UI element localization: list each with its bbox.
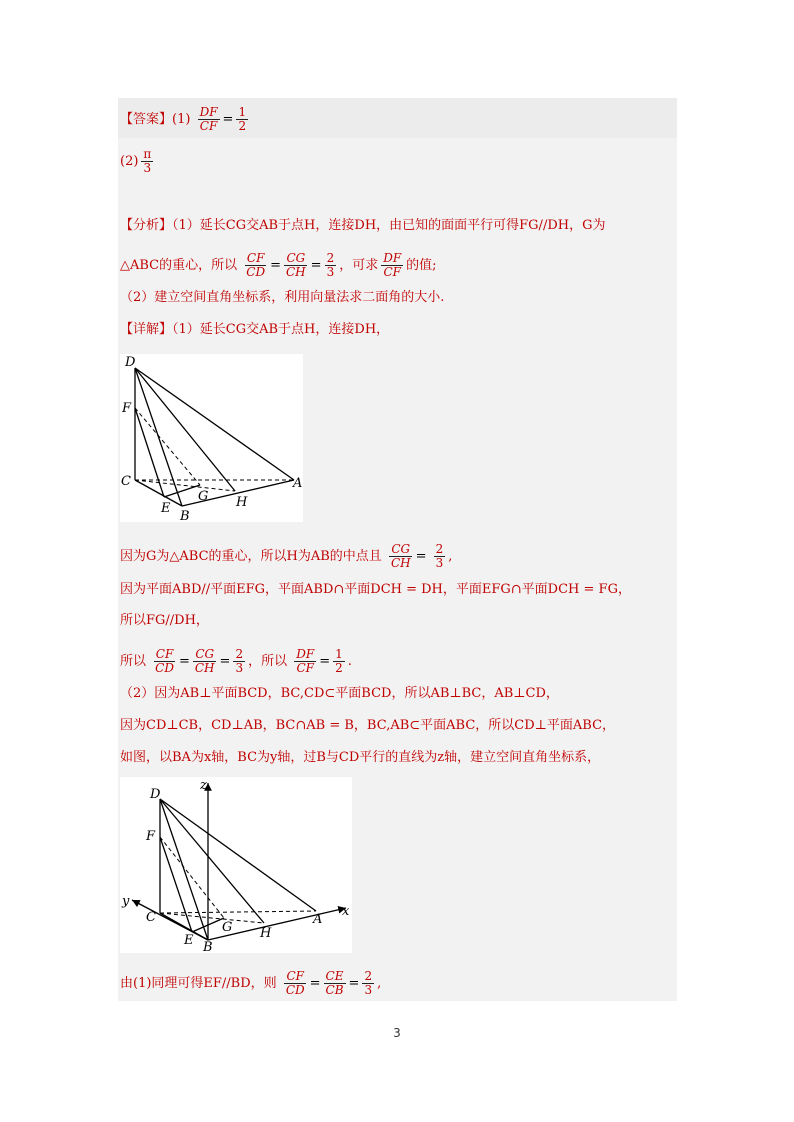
fig1-label-D: D — [125, 355, 136, 370]
detail-line-7: 因为CD⊥CB，CD⊥AB，BC∩AB = B，BC,AB⊂平面ABC，所以CD⊥平面ABC， — [120, 718, 616, 733]
detail-line-4: 所以FG//DH， — [120, 613, 209, 628]
analysis-line-3: （2）建立空间直角坐标系，利用向量法求二面角的大小. — [120, 290, 445, 305]
fig1-label-F: F — [122, 401, 132, 416]
fig2-label-y: y — [122, 894, 130, 909]
detail-line-5: 所以 $\frac{CF}{CD}$ = $\frac{CG}{CH}$ = $\frac{2}{3}$ ，所以 $\frac{DF}{CF}$ = $\frac{1}{2}$ . — [120, 647, 352, 675]
fig1-label-E: E — [161, 501, 171, 516]
fig2-label-F: F — [146, 829, 156, 844]
detail-line-6: （2）因为AB⊥平面BCD，BC,CD⊂平面BCD，所以AB⊥BC，AB⊥CD， — [120, 686, 559, 701]
detail-line-3: 因为平面ABD//平面EFG，平面ABD∩平面DCH = DH，平面EFG∩平面DCH = FG， — [120, 582, 631, 597]
fig2-label-z: z — [200, 778, 207, 793]
analysis-line-1 — [120, 218, 605, 234]
answer-part1: (1) — [172, 112, 191, 127]
fig2-label-D: D — [150, 787, 161, 802]
fig2-label-C: C — [146, 910, 156, 925]
answer-fraction-value: $\frac{1}{2}$ — [238, 105, 247, 133]
fig2-label-A: A — [313, 912, 323, 927]
analysis-label: 【分析】 — [120, 218, 173, 233]
analysis-line-2: △ABC的重心，所以 $\frac{CF}{CD}$ = $\frac{CG}{CH}$ = $\frac{2}{3}$ ，可求 $\frac{DF}{CF}$ 的值; — [120, 251, 437, 279]
detail-line-2: 因为G为△ABC的重心，所以H为AB的中点且 $\frac{CG}{CH}$ = $\frac{2}{3}$ , — [120, 542, 453, 570]
fig2-label-H: H — [260, 926, 272, 941]
detail-label: 【详解】 — [120, 322, 173, 337]
answer-part2: (2) — [120, 154, 139, 169]
page-number: 3 — [393, 1026, 401, 1040]
fig2-label-G: G — [222, 920, 233, 935]
figure-2-coordinate-system — [120, 777, 352, 953]
fig2-label-x: x — [342, 904, 350, 919]
analysis-text-1: （1）延长CG交AB于点H，连接DH，由已知的面面平行可得FG//DH，G为 — [172, 218, 606, 233]
figure-1-pyramid — [120, 354, 303, 522]
fig1-label-G: G — [198, 489, 209, 504]
fig1-label-B: B — [180, 509, 190, 522]
answer-line-2 — [120, 148, 156, 175]
fig1-label-C: C — [121, 474, 131, 489]
fig1-label-A: A — [293, 476, 303, 491]
detail-line-1: 【详解】（1）延长CG交AB于点H，连接DH， — [120, 322, 390, 337]
answer-pi-fraction: $\frac{\pi}{3}$ — [143, 147, 152, 175]
detail-line-8: 如图，以BA为x轴，BC为y轴，过B与CD平行的直线为z轴，建立空间直角坐标系， — [120, 750, 601, 765]
fig2-label-B: B — [203, 940, 213, 953]
detail-line-9: 由(1)同理可得EF//BD，则 $\frac{CF}{CD}$ = $\frac{CE}{CB}$ = $\frac{2}{3}$ , — [120, 969, 382, 997]
answer-line-1: 【答案】(1) $\frac{DF}{CF}$ = $\frac{1}{2}$ — [120, 105, 247, 133]
fig2-label-E: E — [184, 933, 194, 948]
answer-fraction: $\frac{DF}{CF}$ — [199, 105, 218, 133]
fig1-label-H: H — [236, 495, 248, 510]
answer-label: 【答案】 — [120, 112, 173, 127]
